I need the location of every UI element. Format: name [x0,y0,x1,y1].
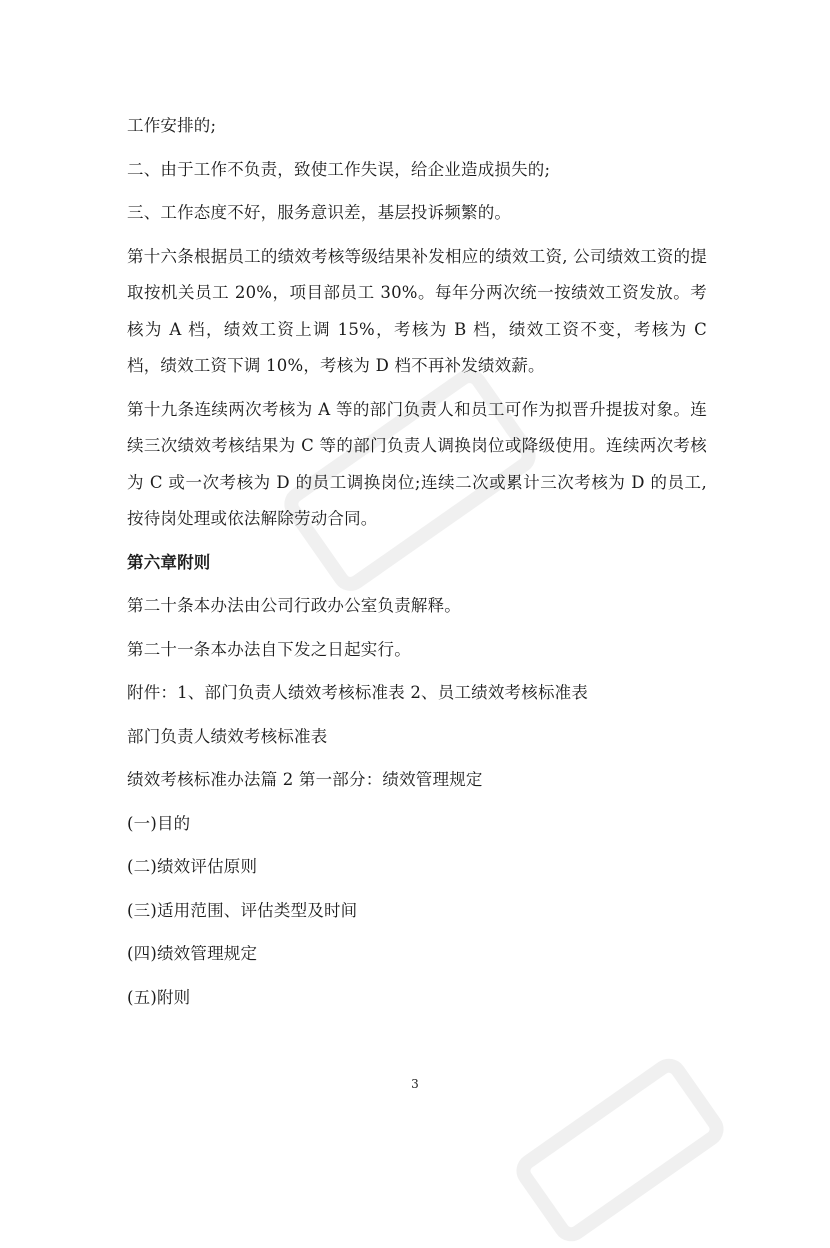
page-number: 3 [411,1077,419,1091]
paragraph: 第十九条连续两次考核为 A 等的部门负责人和员工可作为拟晋升提拔对象。连续三次绩效考核结果为 C 等的部门负责人调换岗位或降级使用。连续两次考核为 C 或一次考核为 D 的员工调换岗位;连续二次或累计三次考核为 D 的员工, 按待岗处理或依法解除劳动合同。 [127,399,707,528]
paragraph: 工作安排的; [127,116,217,135]
paragraph: 三、工作态度不好，服务意识差，基层投诉频繁的。 [127,203,512,222]
paragraph: 第十六条根据员工的绩效考核等级结果补发相应的绩效工资, 公司绩效工资的提取按机关员工 20%，项目部员工 30%。每年分两次统一按绩效工资发放。考核为 A 档，绩效工资上调 15%，考核为 B 档，绩效工资不变，考核为 C 档，绩效工资下调 10%，考核为 D 档不再补发绩效薪。 [127,246,707,375]
paragraph: 部门负责人绩效考核标准表 [127,726,328,746]
chapter-heading: 第六章附则 [127,552,211,572]
paragraph: 附件：1、部门负责人绩效考核标准表 2、员工绩效考核标准表 [127,683,589,702]
paragraph: 二、由于工作不负责，致使工作失误，给企业造成损失的; [127,159,551,179]
paragraph: 绩效考核标准办法篇 2 第一部分：绩效管理规定 [127,770,483,789]
list-item: (一)目的 [127,813,191,833]
paragraph: 第二十条本办法由公司行政办公室负责解释。 [127,596,461,615]
list-item: (五)附则 [127,987,191,1007]
list-item: (四)绩效管理规定 [127,944,258,963]
list-item: (三)适用范围、评估类型及时间 [127,900,358,920]
list-item: (二)绩效评估原则 [127,857,258,876]
paragraph: 第二十一条本办法自下发之日起实行。 [127,639,411,659]
document-body [127,108,707,1023]
